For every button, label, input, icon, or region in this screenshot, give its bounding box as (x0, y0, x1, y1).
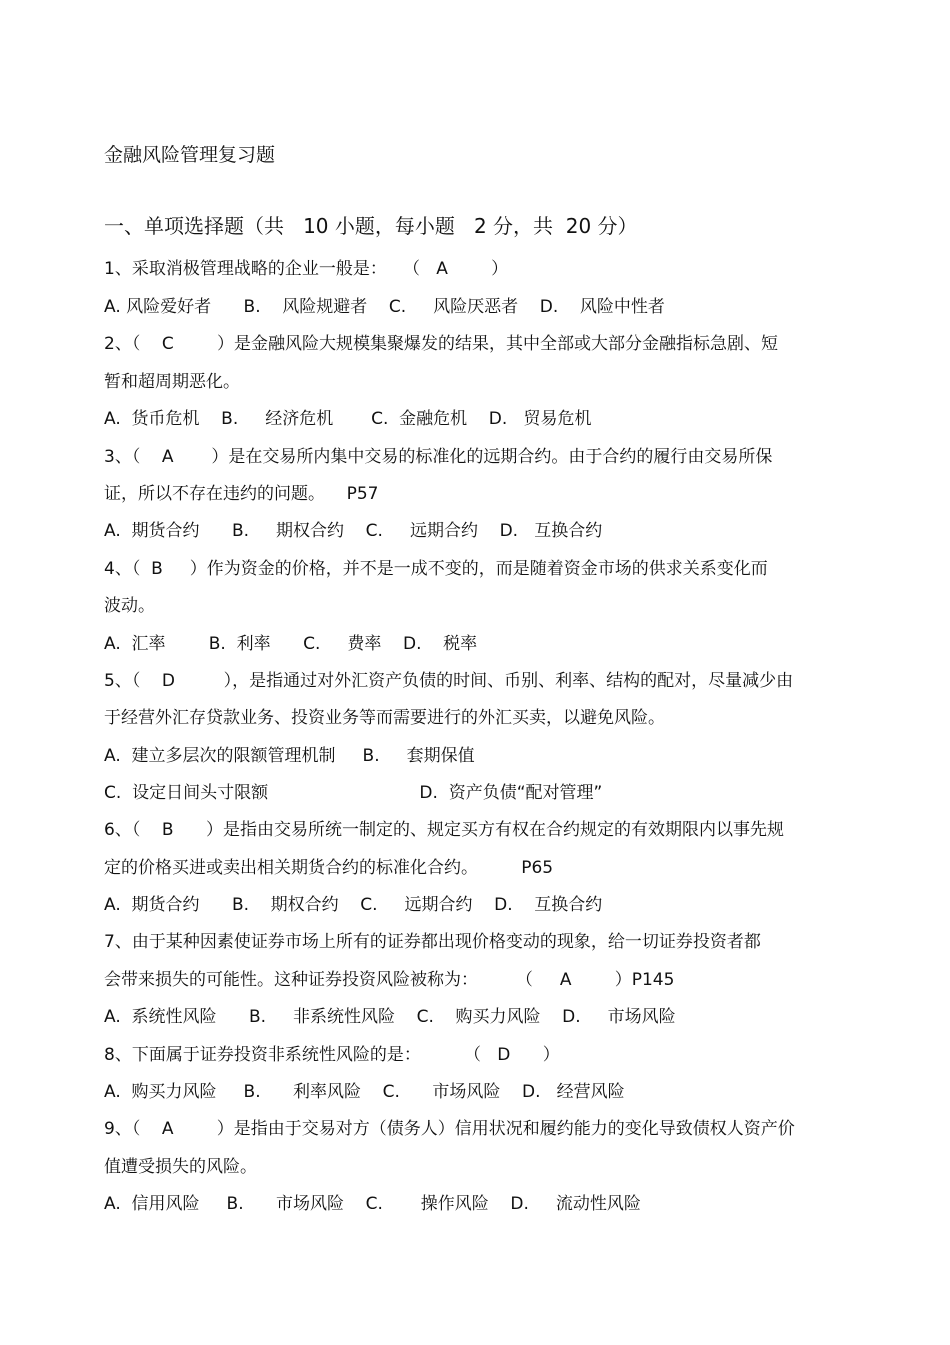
question-5: 5、（ D ），是指通过对外汇资产负债的时间、币别、利率、结构的配对，尽量减少由 (104, 671, 794, 691)
question-7: 7、由于某种因素使证券市场上所有的证券都出现价格变动的现象，给一切证券投资者都 (104, 932, 761, 952)
question-4-cont: 波动。 (104, 596, 155, 616)
section-heading: 一、单项选择题（共 10 小题，每小题 2 分，共 20 分） (104, 214, 638, 238)
question-4-options: A. 汇率 B. 利率 C. 费率 D. 税率 (104, 634, 478, 654)
question-2-options: A. 货币危机 B. 经济危机 C. 金融危机 D. 贸易危机 (104, 409, 592, 429)
question-3-options: A. 期货合约 B. 期权合约 C. 远期合约 D. 互换合约 (104, 521, 603, 541)
question-7-options: A. 系统性风险 B. 非系统性风险 C. 购买力风险 D. 市场风险 (104, 1007, 676, 1027)
question-7-cont: 会带来损失的可能性。这种证券投资风险被称为： （ A ）P145 (104, 970, 675, 990)
question-3-cont: 证，所以不存在违约的问题。 P57 (104, 484, 379, 504)
question-2-cont: 暂和超周期恶化。 (104, 372, 240, 392)
document-title: 金融风险管理复习题 (104, 144, 276, 166)
question-6-options: A. 期货合约 B. 期权合约 C. 远期合约 D. 互换合约 (104, 895, 603, 915)
question-5-options-b: C. 设定日间头寸限额 D. 资产负债“配对管理” (104, 783, 603, 803)
question-1: 1、采取消极管理战略的企业一般是： （ A ） (104, 259, 509, 279)
question-9: 9、（ A ）是指由于交易对方（债务人）信用状况和履约能力的变化导致债权人资产价 (104, 1119, 795, 1139)
question-8-options: A. 购买力风险 B. 利率风险 C. 市场风险 D. 经营风险 (104, 1082, 625, 1102)
question-5-cont: 于经营外汇存贷款业务、投资业务等而需要进行的外汇买卖，以避免风险。 (104, 708, 665, 728)
question-6: 6、（ B ）是指由交易所统一制定的、规定买方有权在合约规定的有效期限内以事先规 (104, 820, 785, 840)
question-8: 8、下面属于证券投资非系统性风险的是： （ D ） (104, 1045, 560, 1065)
question-5-options-a: A. 建立多层次的限额管理机制 B. 套期保值 (104, 746, 475, 766)
question-2: 2、（ C ）是金融风险大规模集聚爆发的结果，其中全部或大部分金融指标急剧、短 (104, 334, 779, 354)
question-9-cont: 值遭受损失的风险。 (104, 1157, 257, 1177)
question-1-options: A. 风险爱好者 B. 风险规避者 C. 风险厌恶者 D. 风险中性者 (104, 297, 665, 317)
question-9-options: A. 信用风险 B. 市场风险 C. 操作风险 D. 流动性风险 (104, 1194, 641, 1214)
question-6-cont: 定的价格买进或卖出相关期货合约的标准化合约。 P65 (104, 858, 554, 878)
question-3: 3、（ A ）是在交易所内集中交易的标准化的远期合约。由于合约的履行由交易所保 (104, 447, 773, 467)
question-4: 4、（ B ）作为资金的价格，并不是一成不变的，而是随着资金市场的供求关系变化而 (104, 559, 768, 579)
